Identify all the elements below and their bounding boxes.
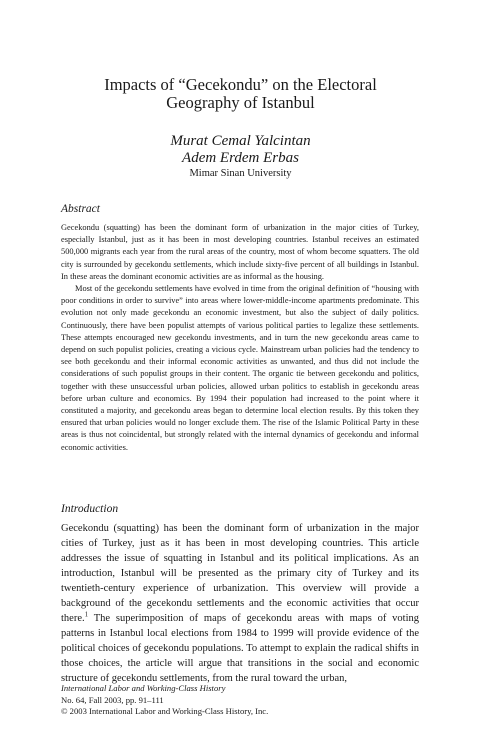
introduction-heading: Introduction [61,503,119,515]
introduction-paragraph [61,521,419,686]
introduction-body [61,521,419,686]
footer-copyright: © 2003 International Labor and Working-Class History, Inc. [61,706,269,716]
title-line-2: Geography of Istanbul [166,93,315,112]
paper-title [60,76,421,112]
footer-journal-name: International Labor and Working-Class History [61,683,226,693]
author-block [60,133,421,180]
title-line-1: Impacts of “Gecekondu” on the Electoral [104,75,377,94]
abstract-body [61,222,419,454]
intro-text-part-1: Gecekondu (squatting) has been the dominant form of urbanization in the major cities of Turkey, just as it has been in most developing countries. This article addresses the issue of squatting in Istanbul and its political implications. As an introduction, Istanbul will be presented as the primary city of Turkey and its twentieth-century experience of urbanization. This overview will provide a background of the gecekondu settlements and the economic activities that occur there. [61,523,419,624]
journal-footer [61,683,268,718]
intro-text-part-2: The superimposition of maps of gecekondu areas with maps of voting patterns in Istanbul local elections from 1984 to 1999 will provide evidence of the political choices of gecekondu populations. To attempt to explain the radical shifts in those choices, the article will argue that transitions in the social and economic structure of gecekondu settlements, from the rural toward the urban, [61,613,419,684]
author-name-2: Adem Erdem Erbas [182,150,299,166]
footnote-marker[interactable]: 1 [84,610,89,619]
footer-issue-info: No. 64, Fall 2003, pp. 91–111 [61,694,164,705]
abstract-heading: Abstract [61,203,100,215]
abstract-paragraph-2: Most of the gecekondu settlements have evolved in time from the original definition of “housing with poor conditions in order to survive” into areas where lower-middle-income apartments predominate. This evolution not only made gecekondu an economic investment, but also the subject of daily politics. Continuously, there have been populist attempts of various political parties to legalize these settlements. These attempts encouraged new gecekondu investments, and in turn the new gecekondu areas came to depend on such populist policies, creating a vicious cycle. Mainstream urban policies had the tendency to see both gecekondu and their informal economic activities as unwanted, and thus did not include the considerations of such populist groups in their content. The organic tie between gecekondu and politics, together with these unsuccessful urban policies, allowed urban politics to establish in gecekondu areas before urban culture and economics. By 1994 their population had increased to the point where it constituted a majority, and gecekondu areas began to determine local election results. By this token they ensured that urban policies would no longer exclude them. The rise of the Islamic Political Party in these areas is thus not coincidental, but strongly related with the internal dynamics of gecekondu and informal economic activities. [61,284,419,452]
author-name-1: Murat Cemal Yalcintan [170,133,311,149]
abstract-paragraph-1: Gecekondu (squatting) has been the dominant form of urbanization in the major cities of Turkey, especially Istanbul, just as it has been in most developing countries. Istanbul receives an estimated 500,000 migrants each year from the rural areas of the country, most of whom become squatters. The old city is surrounded by gecekondu settlements, which include sixty-five percent of all buildings in Istanbul. In these areas the dominant economic activities are as informal as the housing. [61,223,419,281]
author-affiliation: Mimar Sinan University [189,168,292,179]
